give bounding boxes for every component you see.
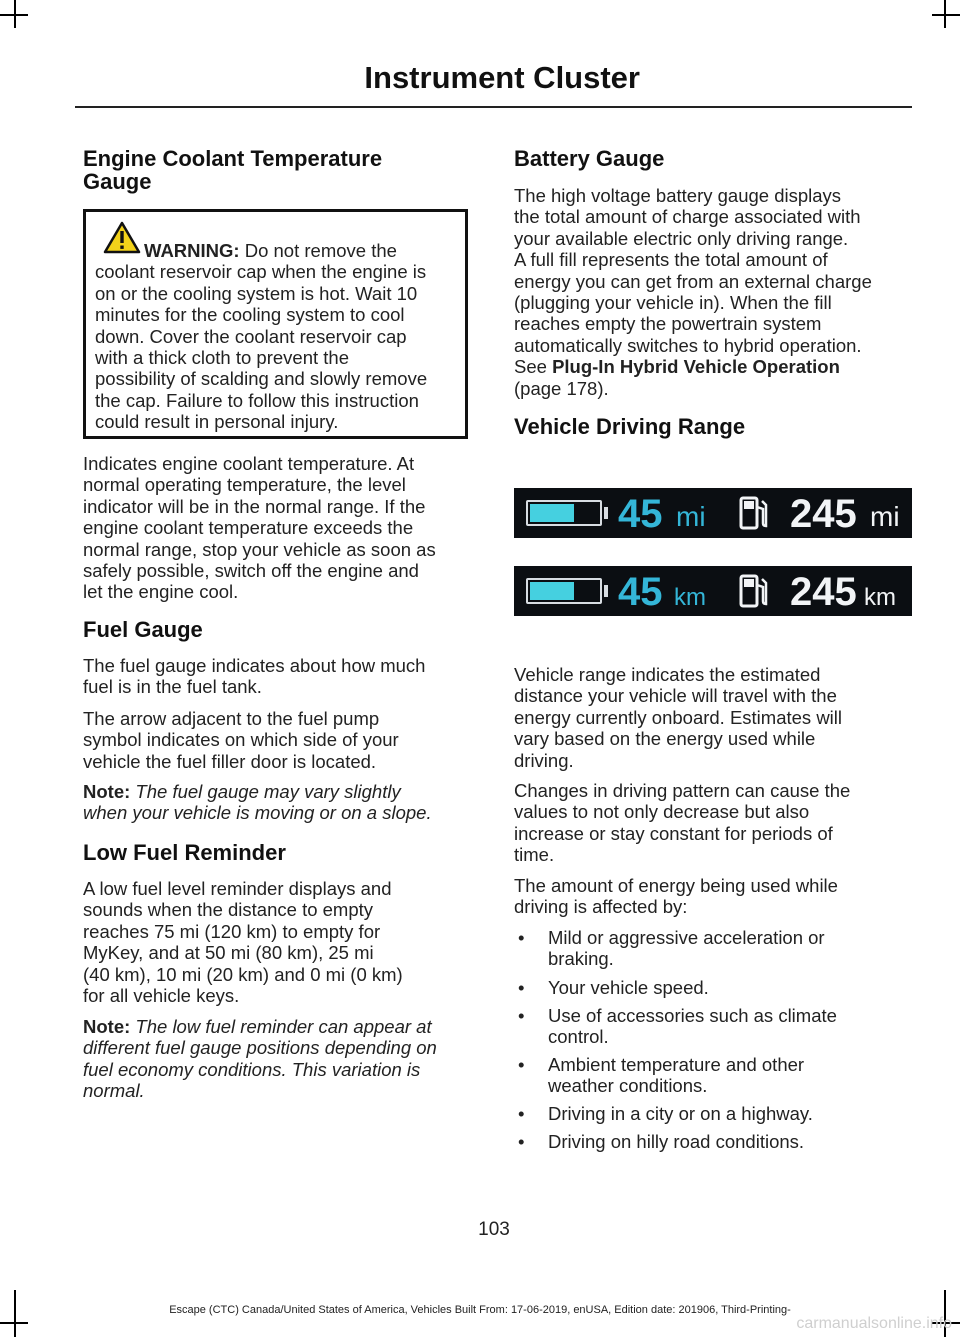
battery-gauge-text: The high voltage battery gauge displays the total amount of charge associated with your available electric only driving range. A full fill represents the total amount of energy you can get from an external charge (plugging your vehicle in). When the fill reaches empty the powertrain system automatically switches to hybrid operation. See Plug-In Hybrid Vehicle Operation (page 178).	[514, 185, 872, 399]
warning-line: could result in personal injury.	[95, 411, 339, 433]
header-divider	[75, 106, 912, 108]
total-range-value: 245	[790, 570, 857, 614]
crop-mark	[932, 14, 960, 16]
warning-line: possibility of scalding and slowly remove	[95, 368, 428, 390]
warning-line: on or the cooling system is hot. Wait 10	[95, 282, 418, 304]
fuel-pump-icon	[738, 573, 770, 609]
crop-mark	[0, 14, 28, 16]
coolant-heading: Gauge	[83, 169, 152, 194]
coolant-description: Indicates engine coolant temperature. At normal operating temperature, the level indicator will be in the normal range. If the engine coolant temperature exceeds the normal range, stop your vehicle as soon as safely possible, switch off the engine and let the engine cool.	[83, 453, 436, 603]
warning-line: down. Cover the coolant reservoir cap	[95, 325, 407, 347]
crop-mark	[0, 1322, 28, 1324]
fuel-pump-icon	[738, 495, 770, 531]
ev-range-value: 45	[618, 492, 663, 536]
battery-fill	[530, 504, 574, 522]
warning-line: the cap. Failure to follow this instruction	[95, 389, 419, 411]
total-range-unit: km	[864, 584, 896, 611]
total-range-value: 245	[790, 492, 857, 536]
warning-line: with a thick cloth to prevent the	[95, 347, 349, 369]
warning-line: Do not remove the	[244, 240, 397, 261]
range-display-km	[514, 566, 912, 616]
fuel-note: Note: The fuel gauge may vary slightly when your vehicle is moving or on a slope.	[83, 781, 432, 824]
warning-box	[83, 209, 468, 439]
watermark: carmanualsonline.info	[796, 1315, 952, 1332]
page-number: 103	[478, 1219, 510, 1240]
ev-range-value: 45	[618, 570, 663, 614]
ev-range-unit: km	[674, 584, 706, 611]
total-range-unit: mi	[870, 501, 900, 532]
page-title: Instrument Cluster	[364, 60, 640, 95]
battery-icon	[526, 578, 602, 604]
driving-range-heading: Vehicle Driving Range	[514, 414, 746, 439]
low-fuel-text: A low fuel level reminder displays and sounds when the distance to empty reaches 75 mi (120 km) to empty for MyKey, and at 50 mi (80 km), 25 mi (40 km), 10 mi (20 km) and 0 mi (0 km) for all vehicle keys.	[83, 878, 403, 1007]
warning-line: coolant reservoir cap when the engine is	[95, 261, 427, 283]
low-fuel-heading: Low Fuel Reminder	[83, 840, 286, 865]
fuel-arrow-text: The arrow adjacent to the fuel pump symbol indicates on which side of your vehicle the fuel filler door is located.	[83, 708, 399, 772]
xref-link[interactable]: Plug-In Hybrid Vehicle Operation	[552, 356, 840, 378]
warning-text	[95, 240, 469, 433]
low-fuel-note: Note: The low fuel reminder can appear at different fuel gauge positions depending on fuel economy conditions. This variation is normal.	[83, 1016, 437, 1102]
range-change-text: Changes in driving pattern can cause the values to not only decrease but also increase or stay constant for periods of time.	[514, 780, 851, 866]
ev-range-unit: mi	[676, 501, 706, 532]
battery-icon	[526, 500, 602, 526]
warning-label: WARNING:	[144, 240, 240, 261]
coolant-heading: Engine Coolant Temperature	[83, 146, 383, 171]
edition-footer: Escape (CTC) Canada/United States of America, Vehicles Built From: 17-06-2019, enUSA, Edition date: 201906, Third-Printing-	[169, 1304, 791, 1316]
fuel-gauge-text: The fuel gauge indicates about how much fuel is in the fuel tank.	[83, 655, 426, 698]
battery-tip	[604, 507, 608, 519]
energy-intro: The amount of energy being used while driving is affected by:	[514, 875, 838, 918]
range-description: Vehicle range indicates the estimated distance your vehicle will travel with the energy currently onboard. Estimates will vary based on the energy used while driving.	[514, 664, 843, 771]
fuel-gauge-heading: Fuel Gauge	[83, 617, 203, 642]
range-display-mi	[514, 488, 912, 538]
warning-line: minutes for the cooling system to cool	[95, 304, 405, 326]
battery-tip	[604, 585, 608, 597]
battery-gauge-heading: Battery Gauge	[514, 146, 665, 171]
battery-fill	[530, 582, 574, 600]
